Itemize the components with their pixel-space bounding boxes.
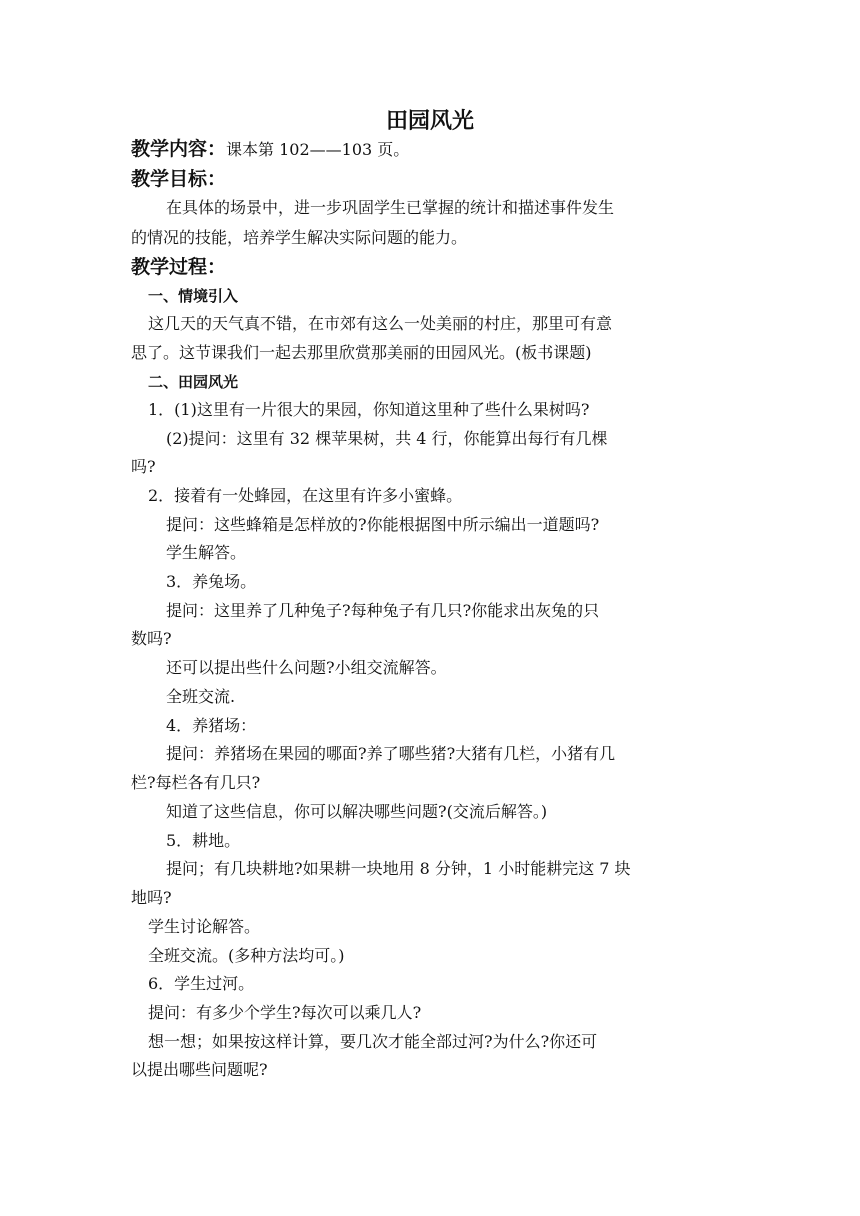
item6-line-4: 以提出哪些问题呢? <box>131 1060 268 1079</box>
item6-line-3: 想一想；如果按这样计算，要几次才能全部过河?为什么?你还可 <box>148 1032 598 1051</box>
item2-line-2: 提问：这些蜂箱是怎样放的?你能根据图中所示编出一道题吗? <box>166 515 600 534</box>
item3-line-5: 全班交流. <box>166 687 236 706</box>
item4-line-4: 知道了这些信息，你可以解决哪些问题?(交流后解答。) <box>166 802 548 821</box>
process-label: 教学过程： <box>131 256 227 278</box>
item4-line-2: 提问：养猪场在果园的哪面?养了哪些猪?大猪有几栏，小猪有几 <box>166 744 616 763</box>
item3-line-1: 3．养兔场。 <box>166 572 257 591</box>
goal-line-1: 在具体的场景中，进一步巩固学生已掌握的统计和描述事件发生 <box>166 198 615 217</box>
item6-line-2: 提问：有多少个学生?每次可以乘几人? <box>148 1003 422 1022</box>
content-label: 教学内容： <box>131 138 227 160</box>
item5-line-3: 地吗? <box>131 888 172 907</box>
item5-line-5: 全班交流。(多种方法均可。) <box>148 946 345 965</box>
item1-line-2: (2)提问：这里有 32 棵苹果树，共 4 行，你能算出每行有几棵 <box>166 429 608 448</box>
item5-line-4: 学生讨论解答。 <box>148 917 261 936</box>
section-heading-2: 二、田园风光 <box>148 373 239 391</box>
item2-line-1: 2．接着有一处蜂园，在这里有许多小蜜蜂。 <box>148 486 463 505</box>
section1-line-2: 思了。这节课我们一起去那里欣赏那美丽的田园风光。(板书课题) <box>131 343 592 362</box>
content-text: 课本第 102——103 页。 <box>226 140 410 159</box>
document-title: 田园风光 <box>385 109 474 134</box>
item4-line-3: 栏?每栏各有几只? <box>131 773 261 792</box>
item1-line-3: 吗? <box>131 457 156 476</box>
item3-line-2: 提问：这里养了几种兔子?每种兔子有几只?你能求出灰兔的只 <box>166 601 600 620</box>
section-heading-1: 一、情境引入 <box>148 287 239 305</box>
item3-line-4: 还可以提出些什么问题?小组交流解答。 <box>166 658 447 677</box>
item2-line-3: 学生解答。 <box>166 543 247 562</box>
item6-line-1: 6．学生过河。 <box>148 974 255 993</box>
item1-line-1: 1．(1)这里有一片很大的果园，你知道这里种了些什么果树吗? <box>148 400 590 419</box>
item5-line-1: 5．耕地。 <box>166 831 241 850</box>
section1-line-1: 这几天的天气真不错，在市郊有这么一处美丽的村庄，那里可有意 <box>148 314 613 333</box>
item5-line-2: 提问；有几块耕地?如果耕一块地用 8 分钟，1 小时能耕完这 7 块 <box>166 859 631 878</box>
goal-label: 教学目标： <box>131 168 227 190</box>
content-row <box>131 137 409 162</box>
goal-line-2: 的情况的技能，培养学生解决实际问题的能力。 <box>131 228 468 247</box>
item3-line-3: 数吗? <box>131 629 172 648</box>
item4-line-1: 4．养猪场： <box>166 716 257 735</box>
